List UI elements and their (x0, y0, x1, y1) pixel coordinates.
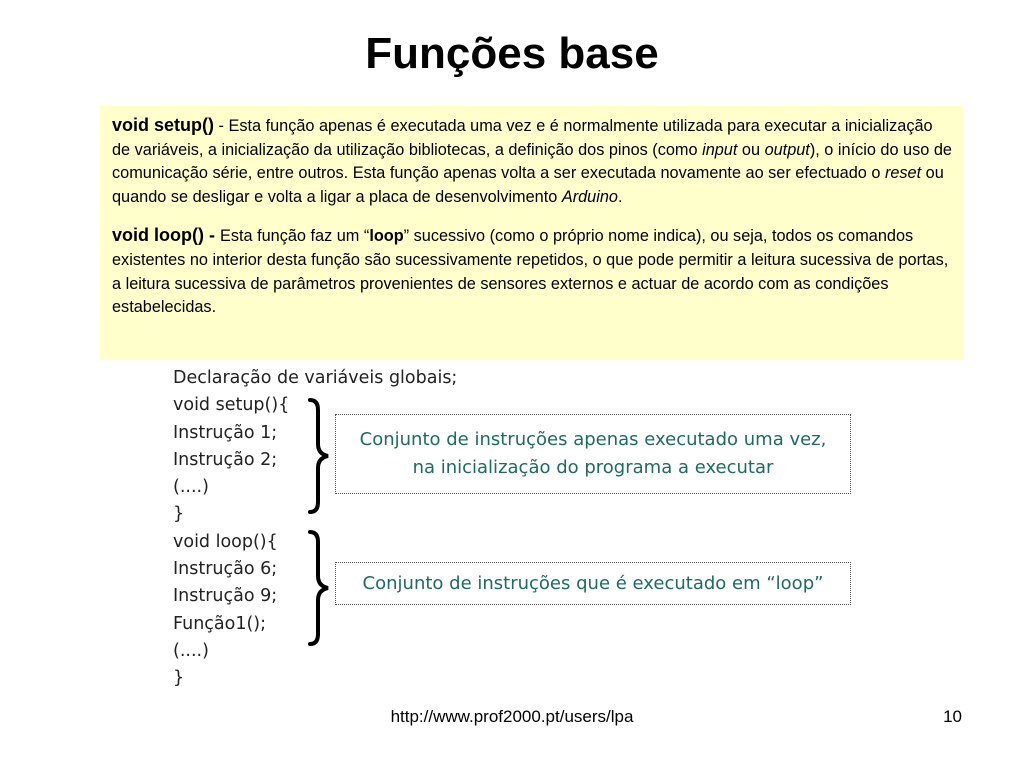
code-line: Instrução 1; (173, 422, 278, 443)
code-line: void setup(){ (173, 395, 290, 416)
slide-title: Funções base (365, 29, 659, 78)
loop-annotation-text: Conjunto de instruções que é executado em “loop” (362, 573, 824, 594)
code-line: Instrução 2; (173, 449, 278, 470)
setup-annotation-box (335, 414, 851, 494)
code-line: } (173, 668, 185, 689)
code-line: } (173, 504, 185, 525)
loop-description: void loop() - Esta função faz um “loop” sucessivo (como o próprio nome indica), ou seja, todos os comandos existentes no interior desta função são sucessivamente repetidos, o que pode permitir a leitura sucessiva de portas, a leitura sucessiva de parâmetros provenientes de sensores externos e actuar de acordo com as condições estabelecidas. (112, 225, 949, 317)
setup-description: void setup() - Esta função apenas é executada uma vez e é normalmente utilizada para executar a inicialização de variáveis, a inicialização da utilização bibliotecas, a definição dos pinos (como input ou output), o início do uso de comunicação série, entre outros. Esta função apenas volta a ser executada novamente ao ser efectuado o reset ou quando se desligar e volta a ligar a placa de desenvolvimento Arduino. (112, 115, 952, 206)
page-number: 10 (943, 707, 962, 726)
setup-annotation-line-2: na inicialização do programa a executar (412, 457, 774, 478)
code-line: void loop(){ (173, 531, 278, 552)
code-line: Instrução 9; (173, 586, 278, 607)
footer-url: http://www.prof2000.pt/users/lpa (390, 707, 634, 726)
setup-annotation-line-1: Conjunto de instruções apenas executado uma vez, (359, 429, 827, 450)
loop-brace-icon (300, 528, 334, 648)
code-line: Instrução 6; (173, 559, 278, 580)
loop-annotation-box (335, 562, 851, 605)
code-line: (....) (173, 477, 209, 498)
setup-label: void setup() (112, 115, 214, 135)
code-line: (....) (173, 640, 209, 661)
code-line: Função1(); (173, 613, 267, 634)
loop-label: void loop() (112, 225, 204, 246)
description-textbox (100, 106, 964, 360)
code-line: Declaração de variáveis globais; (173, 368, 458, 388)
setup-brace-icon (300, 396, 334, 516)
